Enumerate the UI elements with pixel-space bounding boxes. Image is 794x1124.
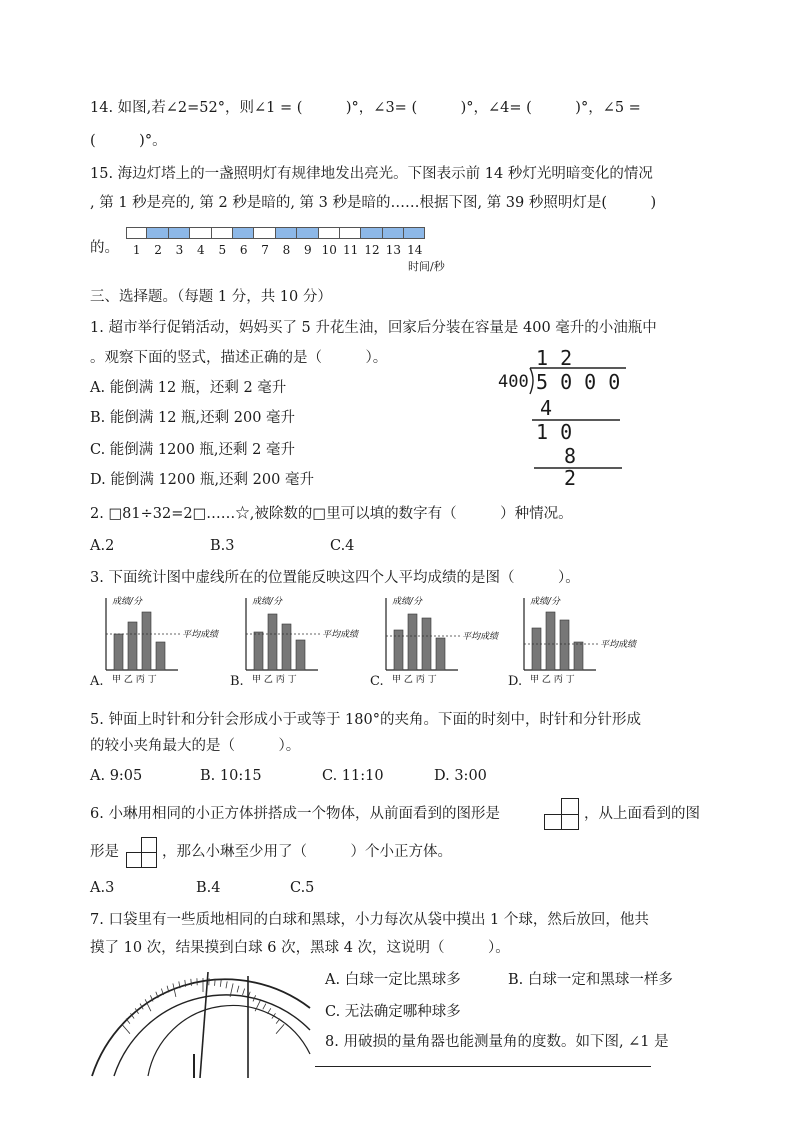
- chart-bar: [436, 638, 445, 670]
- q6-option-c: C.5: [290, 880, 315, 896]
- q7-option-a: A. 白球一定比黑球多: [325, 972, 461, 988]
- chart-xlabels: 甲 乙 丙 丁: [392, 675, 437, 685]
- division-remainder: 2: [564, 466, 577, 490]
- second-number-8: 8: [282, 243, 291, 257]
- second-cell-9: [297, 227, 318, 239]
- second-cell-3: [169, 227, 190, 239]
- chart-bar: [546, 612, 555, 670]
- q6-option-a: A.3: [90, 880, 115, 896]
- second-cell-7: [254, 227, 275, 239]
- second-cell-10: [319, 227, 340, 239]
- average-chart-a: [92, 594, 242, 689]
- chart-bar: [254, 632, 263, 670]
- q5-option-a: A. 9:05: [90, 768, 143, 784]
- q7-option-b: B. 白球一定和黑球一样多: [508, 972, 673, 988]
- chart-bar: [268, 614, 277, 670]
- q14-line1: 14. 如图,若∠2=52°，则∠1 = ( )°，∠3= ( )°，∠4= ( )°，∠5 =: [90, 100, 641, 116]
- average-chart-b: [232, 594, 382, 689]
- q1-line2: 。观察下面的竖式，描述正确的是（ ）。: [90, 350, 388, 366]
- chart-bar: [114, 634, 123, 670]
- second-number-2: 2: [154, 243, 162, 257]
- chart-bar: [282, 624, 291, 670]
- division-divisor: 400: [498, 372, 529, 392]
- chart-xlabels: 甲 乙 丙 丁: [530, 675, 575, 685]
- chart-xlabels: 甲 乙 丙 丁: [252, 675, 297, 685]
- q6-option-b: B.4: [196, 880, 221, 896]
- chart-ylabel: 成绩/分: [252, 597, 283, 607]
- q5-line2: 的较小夹角最大的是（ ）。: [90, 738, 301, 754]
- broken-protractor-figure: [88, 968, 313, 1078]
- q1-option-d: D. 能倒满 1200 瓶,还剩 200 毫升: [90, 472, 314, 488]
- q15-line2: , 第 1 秒是亮的, 第 2 秒是暗的, 第 3 秒是暗的……根据下图, 第 39 秒照明灯是( ): [90, 195, 657, 211]
- chart-bar: [422, 618, 431, 670]
- second-number-13: 13: [385, 243, 402, 257]
- chart-bar: [142, 612, 151, 670]
- q1-option-c: C. 能倒满 1200 瓶,还剩 2 毫升: [90, 442, 295, 458]
- q6-line1a: 6. 小琳用相同的小正方体拼搭成一个物体，从前面看到的图形是: [90, 806, 500, 822]
- second-cell-13: [383, 227, 404, 239]
- light-timeline-numbers: [126, 243, 425, 257]
- chart-option-letter: B.: [230, 674, 244, 689]
- second-number-10: 10: [321, 243, 337, 257]
- division-step1: 4: [540, 396, 553, 420]
- q3-line1: 3. 下面统计图中虚线所在的位置能反映这四个人平均成绩的是图（ ）。: [90, 570, 580, 586]
- chart-average-label: 平均成绩: [462, 632, 499, 642]
- q6-line2b: ，那么小琳至少用了（ ）个小正方体。: [162, 844, 452, 860]
- light-timeline-strip: [126, 227, 425, 239]
- chart-ylabel: 成绩/分: [112, 597, 143, 607]
- second-number-6: 6: [239, 243, 248, 257]
- q1-option-b: B. 能倒满 12 瓶,还剩 200 毫升: [90, 410, 296, 426]
- q5-line1: 5. 钟面上时针和分针会形成小于或等于 180°的夹角。下面的时刻中，时针和分针形成: [90, 712, 641, 728]
- average-chart-d: [510, 594, 660, 689]
- second-cell-4: [190, 227, 211, 239]
- second-number-12: 12: [364, 243, 380, 257]
- q6-line1b: ，从上面看到的图: [584, 806, 700, 822]
- chart-bar: [532, 628, 541, 670]
- chart-average-label: 平均成绩: [600, 640, 637, 650]
- q6-line2a: 形是: [90, 844, 119, 860]
- chart-xlabels: 甲 乙 丙 丁: [112, 675, 157, 685]
- division-step3: 8: [564, 444, 577, 468]
- chart-ylabel: 成绩/分: [530, 597, 561, 607]
- second-number-3: 3: [175, 243, 184, 257]
- second-cell-8: [276, 227, 297, 239]
- chart-bar: [408, 614, 417, 670]
- division-quotient: 1 2: [536, 346, 573, 370]
- second-number-9: 9: [304, 243, 312, 257]
- q14-line2: ( )°。: [90, 133, 167, 149]
- chart-average-label: 平均成绩: [322, 630, 359, 640]
- q7-line1: 7. 口袋里有一些质地相同的白球和黑球，小力每次从袋中摸出 1 个球，然后放回，他共: [90, 912, 649, 928]
- chart-ylabel: 成绩/分: [392, 597, 423, 607]
- section3-heading: 三、选择题。（每题 1 分，共 10 分）: [90, 289, 332, 305]
- q1-line1: 1. 超市举行促销活动，妈妈买了 5 升花生油，回家后分装在容量是 400 毫升的小油瓶中: [90, 320, 657, 336]
- chart-bar: [560, 620, 569, 670]
- chart-bar: [156, 642, 165, 670]
- average-chart-c: [372, 594, 522, 689]
- second-number-4: 4: [197, 243, 205, 257]
- q2-option-a: A.2: [90, 538, 115, 554]
- division-step2: 1 0: [536, 420, 573, 444]
- timeline-axis-label: 时间/秒: [408, 260, 445, 273]
- division-dividend: 5 0 0 0: [536, 370, 621, 394]
- chart-option-letter: D.: [508, 674, 523, 689]
- chart-option-letter: A.: [90, 674, 104, 689]
- q8-line1: 8. 用破损的量角器也能测量角的度数。如下图, ∠1 是: [325, 1034, 669, 1050]
- q2-option-c: C.4: [330, 538, 355, 554]
- second-number-5: 5: [218, 243, 227, 257]
- q5-option-c: C. 11:10: [322, 768, 384, 784]
- answer-underline: [315, 1066, 651, 1067]
- q7-option-c: C. 无法确定哪种球多: [325, 1004, 461, 1020]
- chart-bar: [574, 642, 583, 670]
- division-bracket: [490, 360, 630, 490]
- second-number-14: 14: [407, 243, 423, 257]
- second-number-1: 1: [132, 243, 141, 257]
- second-cell-14: [404, 227, 425, 239]
- q7-line2: 摸了 10 次，结果摸到白球 6 次，黑球 4 次，这说明（ ）。: [90, 940, 510, 956]
- chart-bar: [128, 622, 137, 670]
- second-number-11: 11: [342, 243, 359, 257]
- second-cell-6: [233, 227, 254, 239]
- q2-option-b: B.3: [210, 538, 235, 554]
- chart-bar: [296, 640, 305, 670]
- second-cell-2: [147, 227, 168, 239]
- second-cell-11: [340, 227, 361, 239]
- chart-option-letter: C.: [370, 674, 384, 689]
- q15-line1: 15. 海边灯塔上的一盏照明灯有规律地发出亮光。下图表示前 14 秒灯光明暗变化的情况: [90, 166, 653, 182]
- q15-line3: 的。: [90, 240, 119, 256]
- q2-line1: 2. □81÷32=2□……☆,被除数的□里可以填的数字有（ ）种情况。: [90, 506, 573, 522]
- second-cell-1: [126, 227, 147, 239]
- second-number-7: 7: [261, 243, 269, 257]
- q5-option-d: D. 3:00: [434, 768, 487, 784]
- q1-option-a: A. 能倒满 12 瓶，还剩 2 毫升: [90, 380, 287, 396]
- second-cell-12: [361, 227, 382, 239]
- chart-average-label: 平均成绩: [182, 630, 219, 640]
- q5-option-b: B. 10:15: [200, 768, 262, 784]
- second-cell-5: [212, 227, 233, 239]
